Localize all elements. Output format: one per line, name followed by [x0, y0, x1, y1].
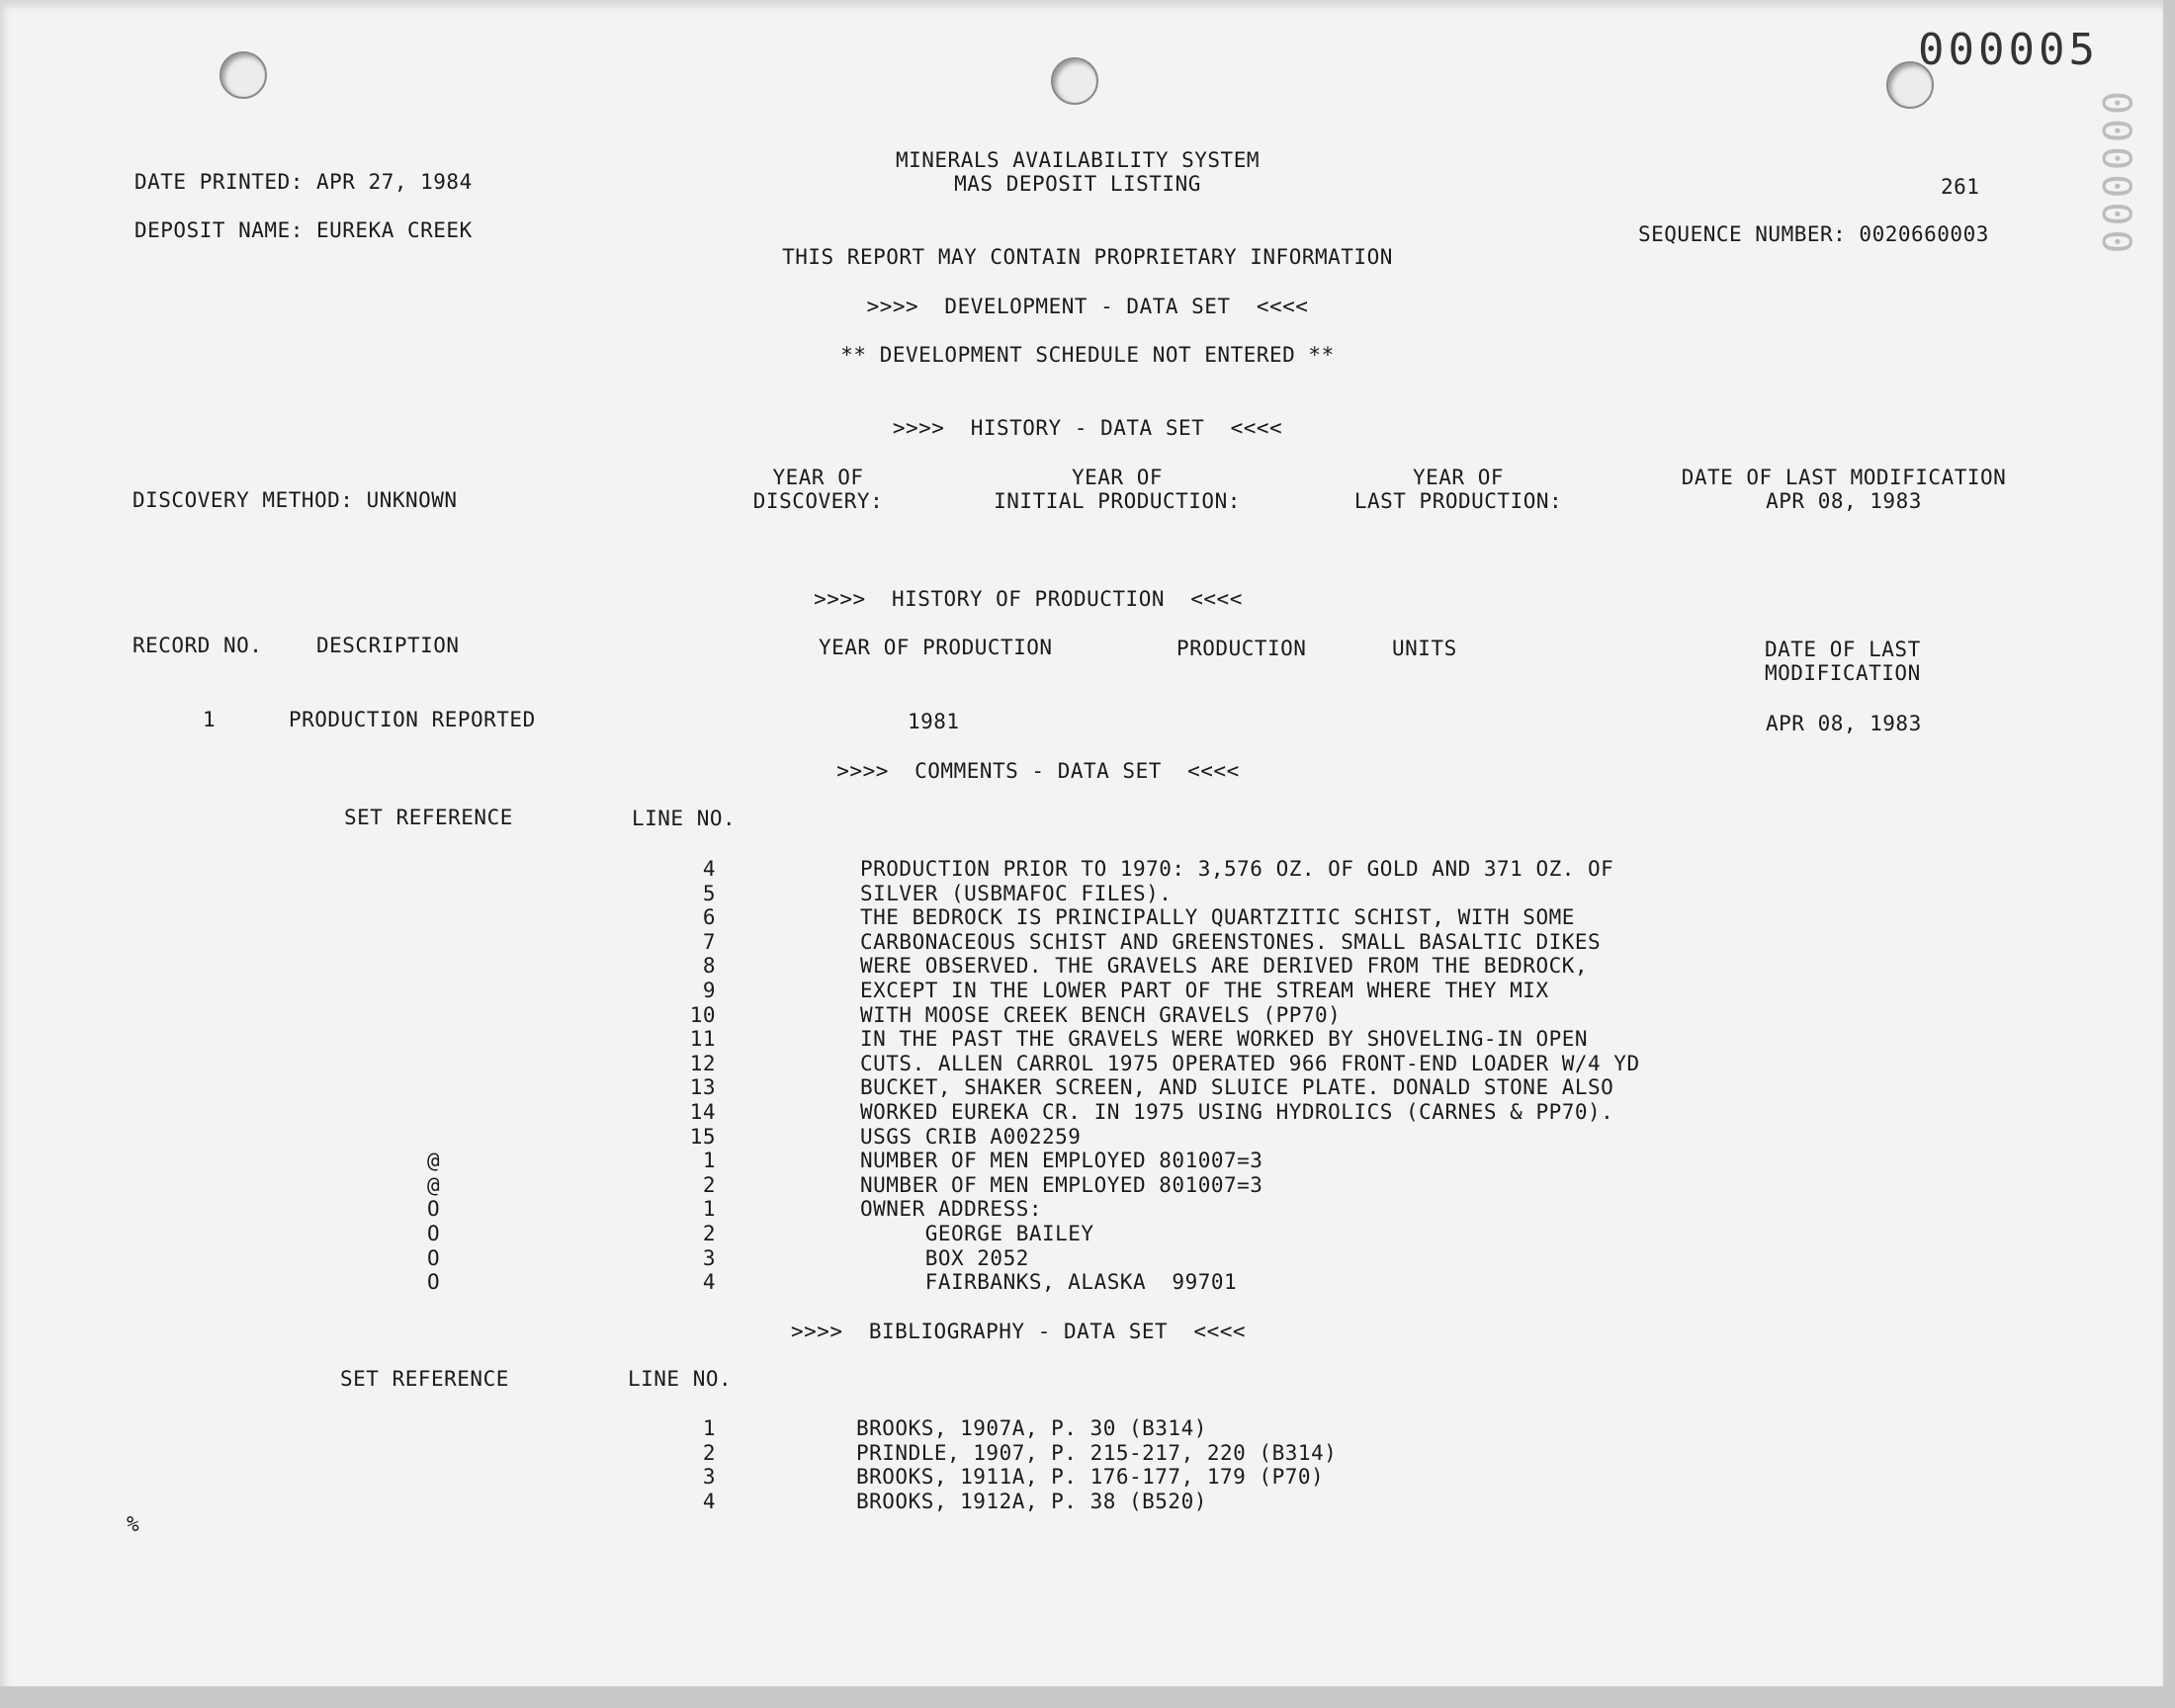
development-section-title: >>>> DEVELOPMENT - DATA SET <<<<: [866, 295, 1309, 318]
comment-line-number: 8: [702, 954, 716, 978]
comment-line-number: 2: [702, 1173, 716, 1197]
bibliography-section-title: >>>> BIBLIOGRAPHY - DATA SET <<<<: [790, 1320, 1246, 1343]
comment-line-number: 10: [689, 1003, 716, 1027]
comment-text: IN THE PAST THE GRAVELS WERE WORKED BY SHOVELING-IN OPEN: [860, 1027, 1589, 1051]
last-production-label: YEAR OF: [1412, 466, 1504, 489]
development-note: ** DEVELOPMENT SCHEDULE NOT ENTERED **: [840, 343, 1335, 367]
proprietary-note: THIS REPORT MAY CONTAIN PROPRIETARY INFORMATION: [782, 245, 1393, 269]
bibliography-line-number: 1: [702, 1416, 716, 1440]
history-section-title: >>>> HISTORY - DATA SET <<<<: [892, 416, 1283, 440]
last-modification-label: DATE OF LAST MODIFICATION: [1681, 466, 2007, 489]
comment-text: OWNER ADDRESS:: [860, 1197, 1043, 1221]
comment-set-reference: O: [427, 1270, 441, 1294]
punch-hole-left: [219, 51, 267, 99]
description-header: DESCRIPTION: [316, 634, 460, 657]
comment-text: USGS CRIB A002259: [860, 1125, 1082, 1149]
comments-line-no-header: LINE NO.: [632, 807, 737, 830]
discovery-method: DISCOVERY METHOD: UNKNOWN: [132, 488, 458, 512]
comment-text: WORKED EUREKA CR. IN 1975 USING HYDROLICS (CARNES & PP70).: [860, 1100, 1614, 1124]
year-of-discovery-label-2: DISCOVERY:: [752, 489, 884, 513]
comment-line-number: 15: [689, 1125, 716, 1149]
comment-text: PRODUCTION PRIOR TO 1970: 3,576 OZ. OF GOLD AND 371 OZ. OF: [860, 857, 1614, 881]
comment-line-number: 3: [702, 1246, 716, 1270]
date-of-last-header: DATE OF LAST: [1765, 638, 1921, 661]
comment-text: BOX 2052: [860, 1246, 1029, 1270]
comment-line-number: 14: [689, 1100, 716, 1124]
year-of-production-header: YEAR OF PRODUCTION: [819, 636, 1053, 659]
comment-line-number: 4: [702, 1270, 716, 1294]
deposit-name: DEPOSIT NAME: EUREKA CREEK: [134, 218, 473, 242]
units-header: UNITS: [1392, 637, 1457, 660]
comment-line-number: 2: [702, 1222, 716, 1245]
comment-text: EXCEPT IN THE LOWER PART OF THE STREAM WHERE THEY MIX: [860, 979, 1549, 1002]
comment-text: CARBONACEOUS SCHIST AND GREENSTONES. SMALL BASALTIC DIKES: [860, 930, 1602, 954]
comment-line-number: 7: [702, 930, 716, 954]
sequence-number: SEQUENCE NUMBER: 0020660003: [1638, 222, 1989, 246]
date-printed: DATE PRINTED: APR 27, 1984: [134, 170, 473, 194]
bibliography-set-reference-header: SET REFERENCE: [340, 1367, 509, 1391]
last-modification-date: APR 08, 1983: [1766, 489, 1922, 513]
page-number: 261: [1941, 175, 1980, 199]
last-production-label-2: LAST PRODUCTION:: [1353, 489, 1563, 513]
comment-text: THE BEDROCK IS PRINCIPALLY QUARTZITIC SCHIST, WITH SOME: [860, 905, 1575, 929]
bibliography-line-number: 2: [702, 1441, 716, 1465]
production-description: PRODUCTION REPORTED: [289, 708, 536, 731]
bibliography-citation: BROOKS, 1911A, P. 176-177, 179 (P70): [856, 1465, 1325, 1489]
bibliography-citation: BROOKS, 1907A, P. 30 (B314): [856, 1416, 1207, 1440]
bibliography-citation: PRINDLE, 1907, P. 215-217, 220 (B314): [856, 1441, 1338, 1465]
bibliography-citation: BROOKS, 1912A, P. 38 (B520): [856, 1490, 1207, 1513]
comment-line-number: 4: [702, 857, 716, 881]
bleed-through-stamp: 000000: [2093, 91, 2138, 258]
footer-mark: %: [127, 1512, 140, 1536]
comment-line-number: 1: [702, 1149, 716, 1172]
comment-line-number: 9: [702, 979, 716, 1002]
comment-set-reference: O: [427, 1246, 441, 1270]
comment-set-reference: O: [427, 1197, 441, 1221]
record-no-header: RECORD NO.: [132, 634, 263, 657]
comment-text: NUMBER OF MEN EMPLOYED 801007=3: [860, 1173, 1263, 1197]
bibliography-line-number: 4: [702, 1490, 716, 1513]
production-year: 1981: [908, 710, 960, 733]
comments-set-reference-header: SET REFERENCE: [344, 806, 513, 829]
production-header: PRODUCTION: [1176, 637, 1307, 660]
production-modification-date: APR 08, 1983: [1766, 712, 1922, 735]
bibliography-line-number: 3: [702, 1465, 716, 1489]
comment-text: WITH MOOSE CREEK BENCH GRAVELS (PP70): [860, 1003, 1342, 1027]
comment-set-reference: O: [427, 1222, 441, 1245]
comment-text: CUTS. ALLEN CARROL 1975 OPERATED 966 FRONT-END LOADER W/4 YD: [860, 1052, 1640, 1075]
production-section-title: >>>> HISTORY OF PRODUCTION <<<<: [814, 587, 1243, 611]
comment-text: FAIRBANKS, ALASKA 99701: [860, 1270, 1238, 1294]
comment-text: SILVER (USBMAFOC FILES).: [860, 882, 1173, 905]
comment-line-number: 12: [689, 1052, 716, 1075]
modification-header: MODIFICATION: [1765, 661, 1921, 685]
production-record-number: 1: [203, 708, 217, 731]
comment-text: BUCKET, SHAKER SCREEN, AND SLUICE PLATE. DONALD STONE ALSO: [860, 1075, 1614, 1099]
comment-text: GEORGE BAILEY: [860, 1222, 1094, 1245]
initial-production-label-2: INITIAL PRODUCTION:: [994, 489, 1241, 513]
comment-line-number: 5: [702, 882, 716, 905]
comment-line-number: 1: [702, 1197, 716, 1221]
initial-production-label: YEAR OF: [1071, 466, 1163, 489]
comments-section-title: >>>> COMMENTS - DATA SET <<<<: [836, 759, 1240, 783]
page-stamp-number: 000005: [1918, 25, 2099, 75]
bibliography-line-no-header: LINE NO.: [628, 1367, 733, 1391]
comment-line-number: 6: [702, 905, 716, 929]
punch-hole-center: [1051, 57, 1098, 105]
comment-line-number: 11: [689, 1027, 716, 1051]
comment-set-reference: @: [427, 1149, 441, 1172]
listing-title: MAS DEPOSIT LISTING: [954, 172, 1201, 196]
system-title: MINERALS AVAILABILITY SYSTEM: [895, 148, 1260, 172]
comment-text: NUMBER OF MEN EMPLOYED 801007=3: [860, 1149, 1263, 1172]
year-of-discovery-label: YEAR OF: [772, 466, 864, 489]
comment-line-number: 13: [689, 1075, 716, 1099]
comment-text: WERE OBSERVED. THE GRAVELS ARE DERIVED FROM THE BEDROCK,: [860, 954, 1589, 978]
comment-set-reference: @: [427, 1173, 441, 1197]
